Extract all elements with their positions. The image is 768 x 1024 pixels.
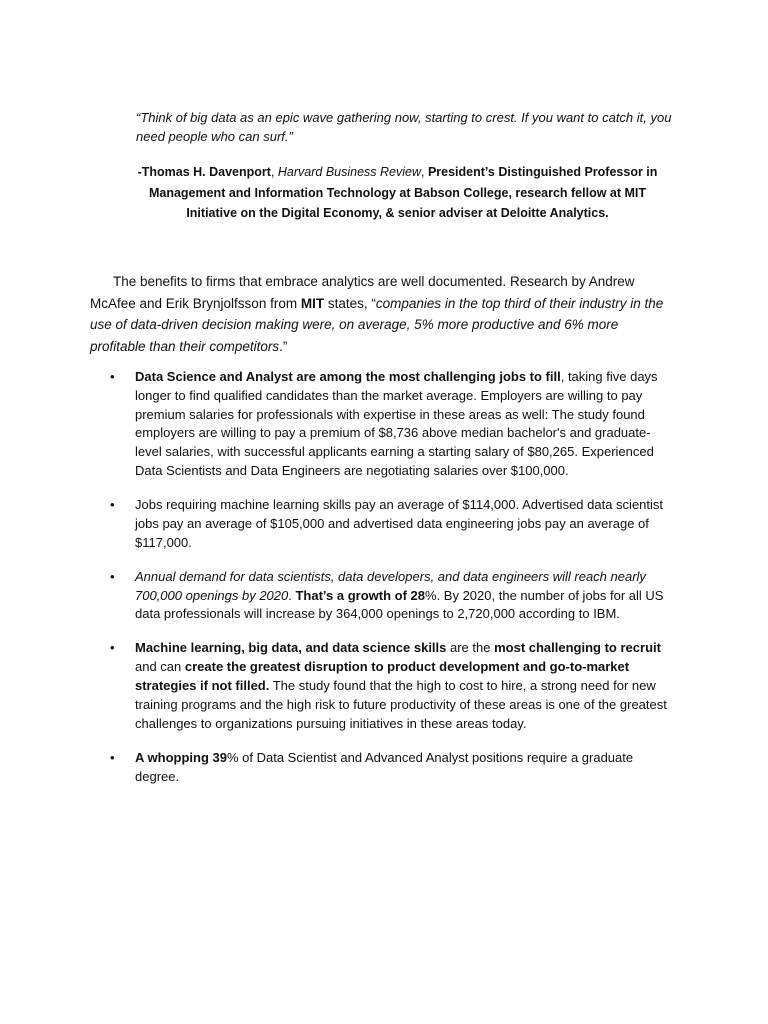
attribution-name: -Thomas H. Davenport	[137, 165, 271, 179]
intro-text: states, “	[324, 295, 376, 311]
attribution-separator: ,	[421, 165, 428, 179]
bullet-item	[110, 568, 670, 624]
bullet-bold-text: most challenging to recruit	[494, 640, 661, 656]
bullet-text: % of Data Scientist and Advanced Analyst positions require a graduate degree.	[135, 749, 634, 784]
quote-attribution	[130, 162, 665, 224]
intro-mit: MIT	[300, 295, 325, 311]
bullet-text: and can	[135, 659, 185, 675]
bullet-italic-text: Annual demand for data scientists, data developers, and data engineers will reach nearly 700,000 openings by 2020	[135, 568, 646, 603]
intro-text: .”	[279, 338, 288, 354]
intro-paragraph	[90, 271, 672, 357]
bullet-text: The study found that the high to cost to hire, a strong need for new training programs and the high risk to future productivity of these areas is one of the greatest challenges to organizations pursuing initiatives in these areas today.	[135, 678, 667, 731]
intro-text: The benefits to firms that embrace analytics are well documented. Research by Andrew McAfee and Erik Brynjolfsson from	[90, 274, 635, 311]
bullet-bold-text: A whopping 39	[135, 749, 227, 765]
bullet-text: .	[288, 587, 296, 603]
attribution-publication: Harvard Business Review	[277, 165, 421, 179]
epigraph-quote	[136, 109, 676, 146]
bullet-item	[110, 496, 670, 552]
bullet-item	[110, 368, 670, 481]
bullet-text: , taking five days longer to find qualified candidates than the market average. Employers are willing to pay premium salaries for professionals with expertise in these areas as well: The study found employers are willing to pay a premium of $8,736 above median bachelor's and graduate-level salaries, with successful applicants earning a starting salary of $80,265. Experienced Data Scientists and Data Engineers are negotiating salaries over $100,000.	[135, 369, 658, 478]
bullet-text: %. By 2020, the number of jobs for all US data professionals will increase by 364,000 openings to 2,720,000 according to IBM.	[135, 587, 664, 622]
bullet-item	[110, 749, 670, 787]
attribution-separator: ,	[270, 165, 278, 179]
bullet-bold-text: That’s a growth of 28	[295, 587, 426, 603]
intro-quote: companies in the top third of their industry in the use of data-driven decision making were, on average, 5% more productive and 6% more profitable than their competitors	[90, 295, 664, 354]
bullet-marker: •	[110, 497, 115, 513]
bullet-marker: •	[110, 369, 115, 384]
bullet-marker: •	[110, 640, 115, 656]
bullet-marker: •	[110, 749, 115, 765]
bullet-text: are the	[446, 640, 495, 656]
bullet-bold-text: Data Science and Analyst are among the most challenging jobs to fill	[135, 369, 561, 384]
attribution-titles: President’s Distinguished Professor in Management and Information Technology at Babson College, research fellow at MIT Initiative on the Digital Economy, & senior adviser at Deloitte Analytics.	[148, 165, 658, 220]
bullet-list	[110, 368, 670, 802]
quote-text: “Think of big data as an epic wave gathering now, starting to crest. If you want to catch it, you need people who can surf.”	[136, 110, 672, 144]
bullet-text: Jobs requiring machine learning skills pay an average of $114,000. Advertised data scientist jobs pay an average of $105,000 and advertised data engineering jobs pay an average of $117,000.	[135, 497, 664, 550]
bullet-marker: •	[110, 568, 115, 584]
bullet-bold-text: create the greatest disruption to product development and go-to-market strategies if not filled.	[135, 659, 630, 694]
bullet-item	[110, 639, 670, 733]
bullet-bold-text: Machine learning, big data, and data science skills	[135, 640, 447, 656]
